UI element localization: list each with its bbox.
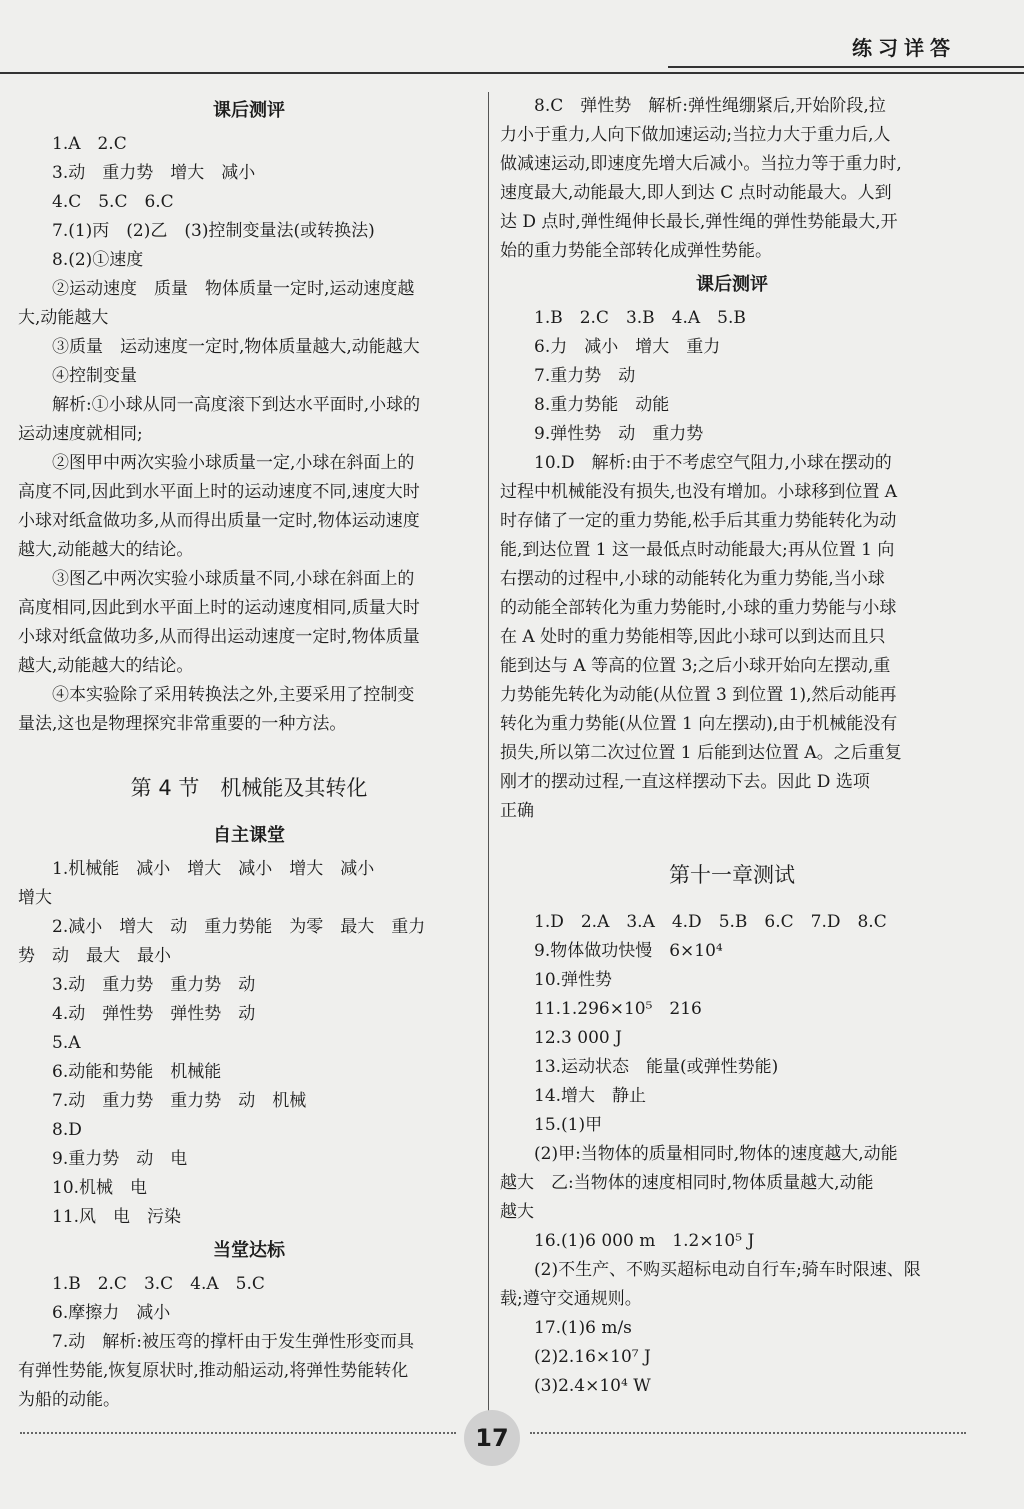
- answer-line: 6.动能和势能 机械能: [52, 1062, 222, 1082]
- answer-line: 1.机械能 减小 增大 减小 增大 减小: [52, 859, 375, 879]
- answer-line: 始的重力势能全部转化成弹性势能。: [500, 241, 772, 261]
- answer-line: 8.(2)①速度: [52, 250, 144, 270]
- answer-line: 1.B 2.C 3.B 4.A 5.B: [534, 308, 746, 328]
- section-title: 当堂达标: [213, 1240, 285, 1261]
- answer-line: 15.(1)甲: [534, 1115, 603, 1135]
- answer-line: (2)不生产、不购买超标电动自行车;骑车时限速、限: [534, 1260, 921, 1280]
- answer-line: 解析:①小球从同一高度滚下到达水平面时,小球的: [52, 395, 421, 415]
- answer-line: ②图甲中两次实验小球质量一定,小球在斜面上的: [52, 453, 415, 473]
- answer-line: 时存储了一定的重力势能,松手后其重力势能转化为动: [500, 511, 897, 531]
- answer-line: 右摆动的过程中,小球的动能转化为重力势能,当小球: [500, 569, 885, 589]
- column-divider: [488, 92, 489, 1422]
- answer-line: 力势能先转化为动能(从位置 3 到位置 1),然后动能再: [500, 685, 897, 705]
- answer-line: 为船的动能。: [18, 1390, 120, 1410]
- answer-line: 10.D 解析:由于不考虑空气阻力,小球在摆动的: [534, 453, 892, 473]
- right-column: [500, 92, 964, 1401]
- answer-line: 达 D 点时,弹性绳伸长最长,弹性绳的弹性势能最大,开: [500, 212, 898, 232]
- answer-line: 1.A 2.C: [52, 134, 127, 154]
- answer-line: 过程中机械能没有损失,也没有增加。小球移到位置 A: [500, 482, 898, 502]
- answer-line: 越大 乙:当物体的速度相同时,物体质量越大,动能: [500, 1173, 874, 1193]
- answer-line: 势 动 最大 最小: [18, 946, 171, 966]
- answer-line: 增大: [18, 888, 52, 908]
- answer-line: 2.减小 增大 动 重力势能 为零 最大 重力: [52, 917, 426, 937]
- answer-line: ③质量 运动速度一定时,物体质量越大,动能越大: [52, 337, 420, 357]
- answer-line: 9.物体做功快慢 6×10⁴: [534, 941, 723, 961]
- answer-line: 能到达与 A 等高的位置 3;之后小球开始向左摆动,重: [500, 656, 891, 676]
- answer-line: ④本实验除了采用转换法之外,主要采用了控制变: [52, 685, 415, 705]
- answer-line: 12.3 000 J: [534, 1028, 622, 1048]
- answer-line: ③图乙中两次实验小球质量不同,小球在斜面上的: [52, 569, 415, 589]
- left-column: [18, 92, 480, 1415]
- header-title: 练习详答: [852, 36, 956, 60]
- chapter-title: 第 4 节 机械能及其转化: [130, 776, 368, 800]
- answer-line: 10.弹性势: [534, 970, 613, 990]
- answer-line: (2)2.16×10⁷ J: [534, 1347, 651, 1367]
- answer-line: 7.动 解析:被压弯的撑杆由于发生弹性形变而具: [52, 1332, 414, 1352]
- answer-line: 越大,动能越大的结论。: [18, 656, 194, 676]
- answer-line: 速度最大,动能最大,即人到达 C 点时动能最大。人到: [500, 183, 892, 203]
- answer-line: 3.动 重力势 增大 减小: [52, 163, 256, 183]
- header-rule-top: [668, 66, 1024, 68]
- answer-line: 17.(1)6 m/s: [534, 1318, 632, 1338]
- section-title: 自主课堂: [213, 825, 285, 846]
- answer-line: 能,到达位置 1 这一最低点时动能最大;再从位置 1 向: [500, 540, 895, 560]
- answer-line: 载;遵守交通规则。: [500, 1289, 642, 1309]
- answer-line: 越大: [500, 1202, 534, 1222]
- answer-line: 4.C 5.C 6.C: [52, 192, 174, 212]
- answer-line: 16.(1)6 000 m 1.2×10⁵ J: [534, 1231, 755, 1251]
- answer-line: 13.运动状态 能量(或弹性势能): [534, 1057, 779, 1077]
- chapter-title: 第十一章测试: [669, 863, 795, 887]
- answer-line: (2)甲:当物体的质量相同时,物体的速度越大,动能: [534, 1144, 898, 1164]
- page-number: 17: [464, 1410, 520, 1466]
- answer-line: 高度不同,因此到水平面上时的运动速度不同,速度大时: [18, 482, 420, 502]
- answer-line: 1.D 2.A 3.A 4.D 5.B 6.C 7.D 8.C: [534, 912, 887, 932]
- answer-line: 7.重力势 动: [534, 366, 636, 386]
- answer-line: (3)2.4×10⁴ W: [534, 1376, 651, 1396]
- answer-line: 大,动能越大: [18, 308, 109, 328]
- answer-line: 越大,动能越大的结论。: [18, 540, 194, 560]
- answer-line: 量法,这也是物理探究非常重要的一种方法。: [18, 714, 347, 734]
- footer-dots-right: [530, 1432, 966, 1434]
- answer-line: 的动能全部转化为重力势能时,小球的重力势能与小球: [500, 598, 897, 618]
- answer-line: 8.C 弹性势 解析:弹性绳绷紧后,开始阶段,拉: [534, 96, 886, 116]
- answer-line: 做减速运动,即速度先增大后减小。当拉力等于重力时,: [500, 154, 902, 174]
- answer-line: 刚才的摆动过程,一直这样摆动下去。因此 D 选项: [500, 772, 870, 792]
- answer-line: 6.摩擦力 减小: [52, 1303, 171, 1323]
- answer-line: ④控制变量: [52, 366, 137, 386]
- answer-line: 7.动 重力势 重力势 动 机械: [52, 1091, 307, 1111]
- answer-line: 损失,所以第二次过位置 1 后能到达位置 A。之后重复: [500, 743, 902, 763]
- answer-line: 正确: [500, 801, 534, 821]
- answer-line: 14.增大 静止: [534, 1086, 647, 1106]
- answer-line: 10.机械 电: [52, 1178, 148, 1198]
- answer-line: 9.弹性势 动 重力势: [534, 424, 704, 444]
- answer-line: 转化为重力势能(从位置 1 向左摆动),由于机械能没有: [500, 714, 898, 734]
- answer-line: 高度相同,因此到水平面上时的运动速度相同,质量大时: [18, 598, 420, 618]
- answer-line: 1.B 2.C 3.C 4.A 5.C: [52, 1274, 265, 1294]
- answer-line: 11.风 电 污染: [52, 1207, 182, 1227]
- section-title: 课后测评: [696, 274, 768, 295]
- answer-line: 小球对纸盒做功多,从而得出运动速度一定时,物体质量: [18, 627, 420, 647]
- answer-line: 8.D: [52, 1120, 82, 1140]
- answer-line: 9.重力势 动 电: [52, 1149, 188, 1169]
- answer-line: 3.动 重力势 重力势 动: [52, 975, 256, 995]
- footer-dots-left: [20, 1432, 456, 1434]
- section-title: 课后测评: [213, 100, 285, 121]
- answer-line: 力小于重力,人向下做加速运动;当拉力大于重力后,人: [500, 125, 891, 145]
- header-rule: [0, 72, 1024, 74]
- answer-line: 11.1.296×10⁵ 216: [534, 999, 702, 1019]
- answer-line: 在 A 处时的重力势能相等,因此小球可以到达而且只: [500, 627, 886, 647]
- answer-line: 6.力 减小 增大 重力: [534, 337, 721, 357]
- answer-line: 有弹性势能,恢复原状时,推动船运动,将弹性势能转化: [18, 1361, 409, 1381]
- answer-line: 8.重力势能 动能: [534, 395, 670, 415]
- answer-line: ②运动速度 质量 物体质量一定时,运动速度越: [52, 279, 415, 299]
- answer-line: 7.(1)丙 (2)乙 (3)控制变量法(或转换法): [52, 221, 375, 241]
- answer-line: 4.动 弹性势 弹性势 动: [52, 1004, 256, 1024]
- answer-line: 小球对纸盒做功多,从而得出质量一定时,物体运动速度: [18, 511, 420, 531]
- answer-line: 5.A: [52, 1033, 81, 1053]
- answer-line: 运动速度就相同;: [18, 424, 143, 444]
